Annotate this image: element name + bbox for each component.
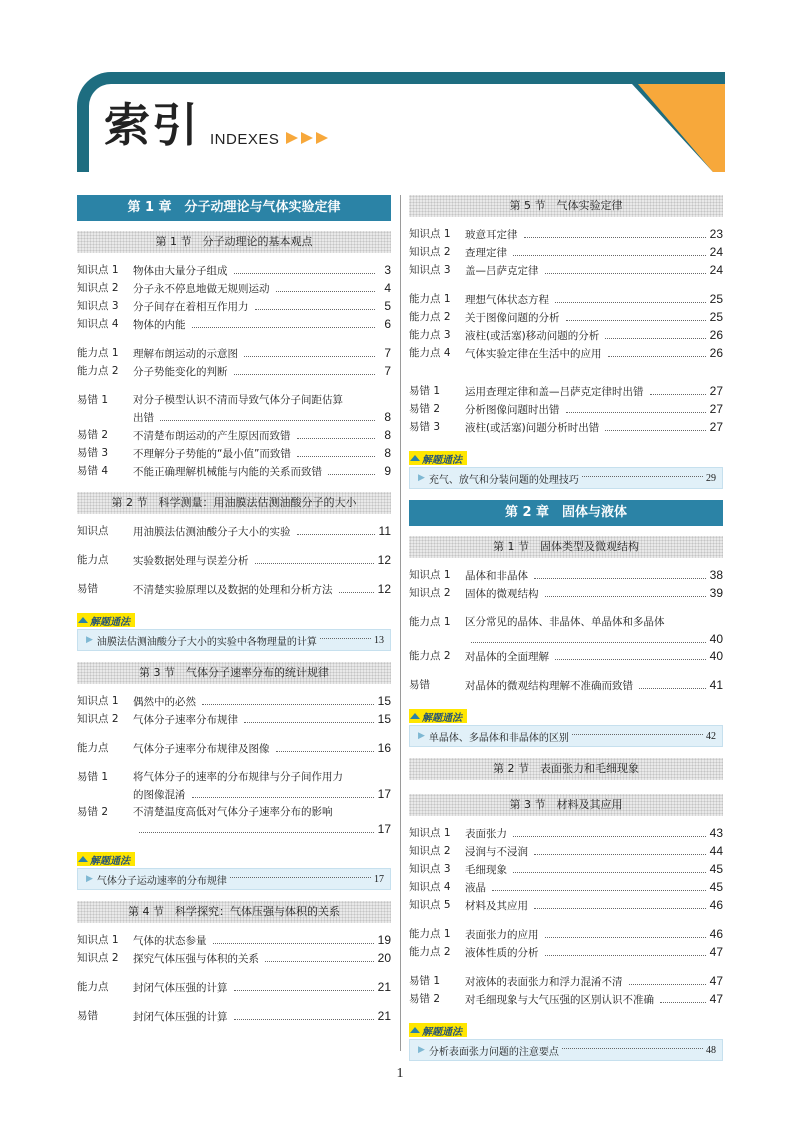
entry-page: 16 <box>377 741 391 755</box>
entry-title: 气体的状态参量 <box>133 935 207 947</box>
error-points <box>409 383 723 437</box>
index-entry[interactable] <box>77 552 391 570</box>
index-entry[interactable] <box>77 932 391 950</box>
index-entry[interactable] <box>409 861 723 879</box>
entry-title: 分子间存在着相互作用力 <box>133 301 249 313</box>
page-subtitle: INDEXES <box>210 131 280 148</box>
index-entry[interactable] <box>409 944 723 962</box>
entry-label: 能力点 2 <box>409 650 451 662</box>
entry-page: 9 <box>384 464 391 478</box>
entry-title: 不清楚布朗运动的产生原因而致错 <box>133 430 291 442</box>
knowledge-points <box>409 567 723 603</box>
play-arrow-icon: ▶ <box>418 473 425 483</box>
entry-label: 能力点 2 <box>77 365 119 377</box>
entry-title: 不理解分子势能的“最小值”而致错 <box>133 448 291 460</box>
index-entry[interactable] <box>409 677 723 695</box>
tip-title: 油膜法估测油酸分子大小的实验中各物理量的计算 <box>96 636 317 648</box>
index-entry[interactable] <box>77 769 391 804</box>
knowledge-points <box>77 932 391 968</box>
entry-title: 封闭气体压强的计算 <box>133 982 228 994</box>
entry-title: 实验数据处理与误差分析 <box>133 555 249 567</box>
page-title: 索引 <box>104 98 200 152</box>
entry-page: 46 <box>709 898 723 912</box>
method-tip <box>409 1020 723 1061</box>
entry-label: 易错 1 <box>409 975 441 987</box>
entry-page: 39 <box>709 586 723 600</box>
entry-page: 25 <box>709 310 723 324</box>
play-arrow-icon: ▶ <box>418 1045 425 1055</box>
header-corner-decoration <box>632 72 725 172</box>
entry-page: 21 <box>377 980 391 994</box>
entry-label: 易错 2 <box>409 403 441 415</box>
index-entry[interactable] <box>77 445 391 463</box>
triple-arrow-icon <box>286 131 330 145</box>
entry-label: 能力点 <box>77 554 109 566</box>
entry-label: 知识点 3 <box>409 264 451 276</box>
entry-label: 知识点 3 <box>77 300 119 312</box>
index-entry[interactable] <box>409 648 723 666</box>
index-entry[interactable] <box>77 581 391 599</box>
entry-title: 分子势能变化的判断 <box>133 366 228 378</box>
error-points <box>77 1008 391 1026</box>
error-points <box>409 677 723 695</box>
entry-page: 45 <box>709 880 723 894</box>
index-entry[interactable] <box>409 614 723 648</box>
entry-label: 能力点 1 <box>409 293 451 305</box>
entry-label: 知识点 2 <box>77 282 119 294</box>
entry-label: 能力点 3 <box>409 329 451 341</box>
method-tip <box>77 610 391 651</box>
entry-label: 知识点 <box>77 525 109 537</box>
entry-page: 5 <box>384 299 391 313</box>
entry-label: 易错 2 <box>77 806 109 818</box>
entry-page: 11 <box>378 524 391 538</box>
entry-page: 8 <box>384 446 391 460</box>
triangle-icon <box>410 1027 420 1033</box>
entry-title: 理解布朗运动的示意图 <box>133 348 238 360</box>
entry-title: 液晶 <box>465 882 486 894</box>
ability-points <box>77 740 391 758</box>
entry-label: 易错 <box>77 1010 98 1022</box>
tip-tag: 解题通法 <box>409 451 467 465</box>
entry-title: 晶体和非晶体 <box>465 570 528 582</box>
entry-label: 易错 2 <box>77 429 109 441</box>
entry-title: 运用查理定律和盖—吕萨克定律时出错 <box>465 386 644 398</box>
entry-title: 气体分子速率分布规律及图像 <box>133 743 270 755</box>
index-entry[interactable] <box>409 585 723 603</box>
entry-label: 知识点 2 <box>77 713 119 725</box>
entry-title: 探究气体压强与体积的关系 <box>133 953 259 965</box>
tip-title: 气体分子运动速率的分布规律 <box>96 875 227 887</box>
entry-label: 知识点 2 <box>77 952 119 964</box>
section-heading: 第 2 节 科学测量：用油膜法估测油酸分子的大小 <box>77 492 391 514</box>
play-arrow-icon: ▶ <box>86 635 93 645</box>
index-entry[interactable] <box>77 316 391 334</box>
entry-page: 20 <box>377 951 391 965</box>
ability-points <box>77 979 391 997</box>
index-entry[interactable] <box>409 291 723 309</box>
entry-label: 能力点 2 <box>409 311 451 323</box>
chapter-heading: 第 2 章 固体与液体 <box>409 500 723 526</box>
entry-page: 40 <box>709 632 723 646</box>
entry-page: 26 <box>709 346 723 360</box>
entry-title: 查理定律 <box>465 247 507 259</box>
tip-entry[interactable] <box>77 868 391 890</box>
error-points <box>77 769 391 838</box>
index-entry[interactable] <box>409 226 723 244</box>
index-entry[interactable] <box>77 740 391 758</box>
triangle-icon <box>78 856 88 862</box>
entry-label: 能力点 <box>77 742 109 754</box>
entry-page: 47 <box>709 945 723 959</box>
index-entry[interactable] <box>77 262 391 280</box>
entry-label: 易错 <box>77 583 98 595</box>
index-entry[interactable] <box>409 262 723 280</box>
entry-label: 知识点 1 <box>409 569 451 581</box>
entry-label: 能力点 <box>77 981 109 993</box>
play-arrow-icon: ▶ <box>418 731 425 741</box>
entry-title: 表面张力的应用 <box>465 929 539 941</box>
ability-points <box>409 291 723 363</box>
entry-page: 24 <box>709 245 723 259</box>
entry-label: 知识点 2 <box>409 587 451 599</box>
entry-label: 知识点 2 <box>409 246 451 258</box>
entry-title: 材料及其应用 <box>465 900 528 912</box>
index-entry[interactable] <box>77 363 391 381</box>
entry-page: 12 <box>377 582 391 596</box>
entry-title: 盖—吕萨克定律 <box>465 265 539 277</box>
error-points <box>77 392 391 481</box>
tip-page: 29 <box>706 472 716 484</box>
index-entry[interactable] <box>409 991 723 1009</box>
entry-label: 易错 1 <box>409 385 441 397</box>
entry-group <box>77 552 391 570</box>
index-entry[interactable] <box>77 979 391 997</box>
tip-page: 13 <box>374 634 384 646</box>
entry-page: 4 <box>384 281 391 295</box>
entry-label: 易错 4 <box>77 465 109 477</box>
entry-title: 气体实验定律在生活中的应用 <box>465 348 602 360</box>
index-entry[interactable] <box>77 345 391 363</box>
entry-page: 43 <box>709 826 723 840</box>
entry-title: 分子永不停息地做无规则运动 <box>133 283 270 295</box>
index-entry[interactable] <box>77 280 391 298</box>
entry-title: 分析图像问题时出错 <box>465 404 560 416</box>
index-entry[interactable] <box>77 1008 391 1026</box>
index-entry[interactable] <box>409 843 723 861</box>
left-column <box>77 195 391 1037</box>
entry-label: 知识点 3 <box>409 863 451 875</box>
entry-title: 固体的微观结构 <box>465 588 539 600</box>
entry-title: 不能正确理解机械能与内能的关系而致错 <box>133 466 322 478</box>
entry-label: 易错 1 <box>77 771 109 783</box>
entry-label: 知识点 1 <box>409 827 451 839</box>
entry-label: 知识点 1 <box>77 934 119 946</box>
entry-page: 21 <box>377 1009 391 1023</box>
section-heading: 第 1 节 固体类型及微观结构 <box>409 536 723 558</box>
entry-title: 对晶体的微观结构理解不准确而致错 <box>465 680 633 692</box>
entry-page: 17 <box>377 822 391 836</box>
entry-page: 27 <box>709 402 723 416</box>
entry-page: 15 <box>377 694 391 708</box>
index-entry[interactable] <box>77 804 391 838</box>
entry-label: 易错 3 <box>77 447 109 459</box>
entry-label: 知识点 1 <box>77 264 119 276</box>
tip-page: 17 <box>374 873 384 885</box>
entry-page: 23 <box>709 227 723 241</box>
page-number: 1 <box>396 1066 404 1081</box>
method-tip <box>409 706 723 747</box>
method-tip <box>409 448 723 489</box>
entry-title: 浸润与不浸润 <box>465 846 528 858</box>
triangle-icon <box>410 713 420 719</box>
entry-title: 毛细现象 <box>465 864 507 876</box>
entry-page: 47 <box>709 992 723 1006</box>
index-entry[interactable] <box>409 345 723 363</box>
index-entry[interactable] <box>409 567 723 585</box>
index-entry[interactable] <box>409 879 723 897</box>
entry-title: 用油膜法估测油酸分子大小的实验 <box>133 526 291 538</box>
error-points <box>409 973 723 1009</box>
knowledge-points <box>77 693 391 729</box>
index-entry[interactable] <box>77 693 391 711</box>
entry-page: 8 <box>384 410 391 424</box>
entry-title: 液柱(或活塞)移动问题的分析 <box>465 330 600 342</box>
entry-page: 45 <box>709 862 723 876</box>
entry-title: 对液体的表面张力和浮力混淆不清 <box>465 976 623 988</box>
entry-page: 27 <box>709 384 723 398</box>
index-entry[interactable] <box>409 383 723 401</box>
entry-title: 封闭气体压强的计算 <box>133 1011 228 1023</box>
entry-title: 液柱(或活塞)问题分析时出错 <box>465 422 600 434</box>
entry-label: 知识点 4 <box>409 881 451 893</box>
chapter-heading: 第 1 章 分子动理论与气体实验定律 <box>77 195 391 221</box>
entry-page: 46 <box>709 927 723 941</box>
triangle-icon <box>78 617 88 623</box>
index-entry[interactable] <box>77 711 391 729</box>
index-entry[interactable] <box>77 298 391 316</box>
entry-page: 12 <box>377 553 391 567</box>
entry-title: 区分常见的晶体、非晶体、单晶体和多晶体 <box>465 616 665 628</box>
index-entry[interactable] <box>409 973 723 991</box>
tip-entry[interactable] <box>77 629 391 651</box>
section-heading: 第 3 节 材料及其应用 <box>409 794 723 816</box>
ability-points <box>77 345 391 381</box>
entry-page: 19 <box>377 933 391 947</box>
entry-label: 易错 3 <box>409 421 441 433</box>
entry-page: 47 <box>709 974 723 988</box>
entry-label: 能力点 2 <box>409 946 451 958</box>
column-divider <box>400 195 401 1051</box>
right-column <box>409 195 723 1072</box>
entry-page: 7 <box>384 346 391 360</box>
ability-points <box>409 614 723 666</box>
entry-page: 44 <box>709 844 723 858</box>
entry-title-cont: 出错 <box>133 412 154 424</box>
index-entry[interactable] <box>409 309 723 327</box>
entry-group <box>77 523 391 541</box>
entry-title: 不清楚温度高低对气体分子速率分布的影响 <box>133 806 333 818</box>
index-entry[interactable] <box>409 401 723 419</box>
tip-entry[interactable] <box>409 725 723 747</box>
entry-title: 液体性质的分析 <box>465 947 539 959</box>
entry-title: 玻意耳定律 <box>465 229 518 241</box>
index-entry[interactable] <box>77 950 391 968</box>
entry-page: 7 <box>384 364 391 378</box>
index-entry[interactable] <box>409 897 723 915</box>
entry-label: 易错 <box>409 679 430 691</box>
entry-title: 偶然中的必然 <box>133 696 196 708</box>
knowledge-points <box>409 825 723 915</box>
index-entry[interactable] <box>409 244 723 262</box>
entry-label: 知识点 2 <box>409 845 451 857</box>
index-entry[interactable] <box>409 926 723 944</box>
entry-label: 知识点 4 <box>77 318 119 330</box>
entry-label: 能力点 1 <box>409 616 451 628</box>
entry-label: 能力点 4 <box>409 347 451 359</box>
ability-points <box>409 926 723 962</box>
entry-title: 理想气体状态方程 <box>465 294 549 306</box>
entry-label: 能力点 1 <box>409 928 451 940</box>
entry-title: 物体的内能 <box>133 319 186 331</box>
entry-title: 对分子模型认识不清而导致气体分子间距估算 <box>133 394 343 406</box>
entry-title: 将气体分子的速率的分布规律与分子间作用力 <box>133 771 343 783</box>
tip-tag: 解题通法 <box>77 852 135 866</box>
tip-page: 48 <box>706 1044 716 1056</box>
entry-page: 27 <box>709 420 723 434</box>
play-arrow-icon: ▶ <box>86 874 93 884</box>
entry-title: 物体由大量分子组成 <box>133 265 228 277</box>
triangle-icon <box>410 455 420 461</box>
index-entry[interactable] <box>77 463 391 481</box>
section-heading: 第 1 节 分子动理论的基本观点 <box>77 231 391 253</box>
entry-page: 6 <box>384 317 391 331</box>
entry-page: 40 <box>709 649 723 663</box>
entry-title: 不清楚实验原理以及数据的处理和分析方法 <box>133 584 333 596</box>
entry-label: 知识点 1 <box>409 228 451 240</box>
tip-tag: 解题通法 <box>409 709 467 723</box>
index-entry[interactable] <box>409 327 723 345</box>
entry-label: 能力点 1 <box>77 347 119 359</box>
section-heading: 第 5 节 气体实验定律 <box>409 195 723 217</box>
tip-title: 充气、放气和分装问题的处理技巧 <box>428 474 579 486</box>
section-heading: 第 3 节 气体分子速率分布的统计规律 <box>77 662 391 684</box>
entry-page: 17 <box>377 787 391 801</box>
index-entry[interactable] <box>409 825 723 843</box>
entry-page: 38 <box>709 568 723 582</box>
tip-page: 42 <box>706 730 716 742</box>
index-entry[interactable] <box>77 392 391 427</box>
index-entry[interactable] <box>77 523 391 541</box>
knowledge-points <box>77 262 391 334</box>
entry-label: 易错 1 <box>77 394 109 406</box>
entry-page: 15 <box>377 712 391 726</box>
entry-title: 对毛细现象与大气压强的区别认识不准确 <box>465 994 654 1006</box>
entry-title: 关于图像问题的分析 <box>465 312 560 324</box>
method-tip <box>77 849 391 890</box>
tip-title: 分析表面张力问题的注意要点 <box>428 1046 559 1058</box>
entry-label: 易错 2 <box>409 993 441 1005</box>
index-entry[interactable] <box>77 427 391 445</box>
tip-tag: 解题通法 <box>409 1023 467 1037</box>
entry-title-cont: 的图像混淆 <box>133 789 186 801</box>
section-heading: 第 2 节 表面张力和毛细现象 <box>409 758 723 780</box>
entry-title: 气体分子速率分布规律 <box>133 714 238 726</box>
tip-tag: 解题通法 <box>77 613 135 627</box>
entry-page: 26 <box>709 328 723 342</box>
entry-title: 表面张力 <box>465 828 507 840</box>
entry-page: 25 <box>709 292 723 306</box>
tip-entry[interactable] <box>409 1039 723 1061</box>
entry-page: 24 <box>709 263 723 277</box>
index-entry[interactable] <box>409 419 723 437</box>
tip-entry[interactable] <box>409 467 723 489</box>
entry-group <box>77 581 391 599</box>
entry-page: 41 <box>709 678 723 692</box>
entry-label: 知识点 1 <box>77 695 119 707</box>
section-heading: 第 4 节 科学探究：气体压强与体积的关系 <box>77 901 391 923</box>
entry-label: 知识点 5 <box>409 899 451 911</box>
entry-title: 对晶体的全面理解 <box>465 651 549 663</box>
tip-title: 单晶体、多晶体和非晶体的区别 <box>428 732 569 744</box>
entry-page: 3 <box>384 263 391 277</box>
entry-page: 8 <box>384 428 391 442</box>
knowledge-points <box>409 226 723 280</box>
